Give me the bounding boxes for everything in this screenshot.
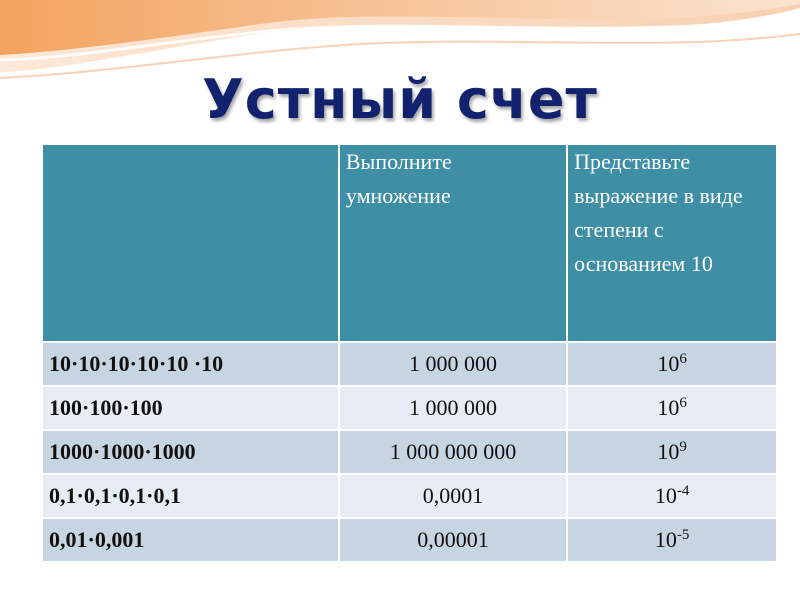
header-cell-multiply: Выполните умножение bbox=[339, 144, 567, 342]
power-cell bbox=[567, 474, 777, 518]
table-row bbox=[42, 474, 777, 518]
table-row bbox=[42, 386, 777, 430]
power-base: 10 bbox=[657, 395, 680, 420]
slide-title: Устный счет bbox=[202, 68, 598, 131]
expression-cell: 100·100·100 bbox=[42, 386, 339, 430]
power-exponent: 6 bbox=[679, 351, 687, 367]
power-exponent: 6 bbox=[679, 395, 687, 411]
expression-cell: 0,01·0,001 bbox=[42, 518, 339, 562]
power-cell bbox=[567, 342, 777, 386]
result-cell: 1 000 000 000 bbox=[339, 430, 567, 474]
table-row bbox=[42, 342, 777, 386]
table-header-row bbox=[42, 144, 777, 342]
result-cell: 0,00001 bbox=[339, 518, 567, 562]
result-cell: 1 000 000 bbox=[339, 386, 567, 430]
expression-cell: 0,1·0,1·0,1·0,1 bbox=[42, 474, 339, 518]
header-cell-empty bbox=[42, 144, 339, 342]
power-base: 10 bbox=[654, 527, 677, 552]
result-cell: 0,0001 bbox=[339, 474, 567, 518]
power-cell bbox=[567, 518, 777, 562]
expression-cell: 1000·1000·1000 bbox=[42, 430, 339, 474]
power-cell bbox=[567, 430, 777, 474]
exercise-table bbox=[41, 143, 778, 563]
result-cell: 1 000 000 bbox=[339, 342, 567, 386]
power-exponent: 9 bbox=[679, 439, 687, 455]
expression-cell: 10·10·10·10·10 ·10 bbox=[42, 342, 339, 386]
power-cell bbox=[567, 386, 777, 430]
power-base: 10 bbox=[657, 351, 680, 376]
header-cell-power: Представьте выражение в виде степени с основанием 10 bbox=[567, 144, 777, 342]
power-exponent: -4 bbox=[676, 483, 690, 499]
table-row bbox=[42, 518, 777, 562]
table-row bbox=[42, 430, 777, 474]
power-base: 10 bbox=[654, 483, 677, 508]
power-base: 10 bbox=[657, 439, 680, 464]
power-exponent: -5 bbox=[676, 527, 690, 543]
